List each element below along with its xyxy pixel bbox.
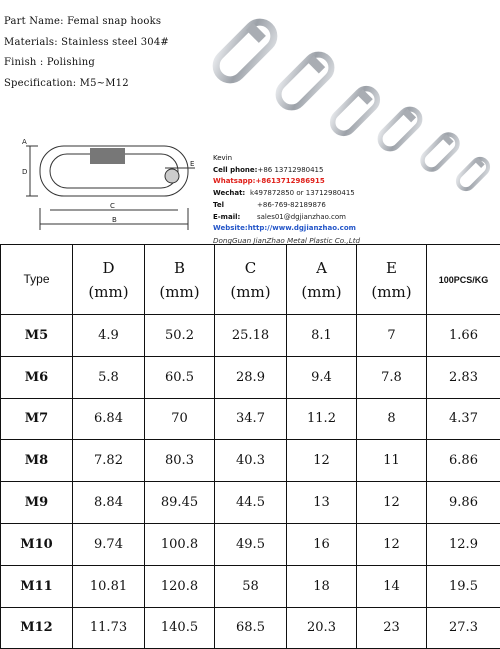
cell-a: 11.2 — [287, 398, 357, 440]
cell-type: M8 — [1, 440, 73, 482]
whatsapp: Whatsapp:+8613712986915 — [213, 176, 360, 188]
cell-a: 20.3 — [287, 607, 357, 649]
cell-b: 100.8 — [145, 523, 215, 565]
cell-b: 89.45 — [145, 482, 215, 524]
finish: Finish : Polishing — [4, 53, 169, 74]
header-kg: 100PCS/KG — [427, 245, 500, 315]
table-row — [1, 482, 500, 524]
cell-type: M11 — [1, 565, 73, 607]
table-row — [1, 523, 500, 565]
cell-d: 7.82 — [73, 440, 145, 482]
cell-phone: Cell phone:+86 13712980415 — [213, 165, 360, 177]
table-row — [1, 356, 500, 398]
product-specs — [4, 12, 169, 94]
header-d: D (mm) — [73, 245, 145, 315]
cell-c: 34.7 — [215, 398, 287, 440]
cell-kg: 6.86 — [427, 440, 500, 482]
hook-m9 — [376, 105, 424, 153]
table-row — [1, 440, 500, 482]
cell-type: M5 — [1, 315, 73, 357]
diagram-label-d: D — [22, 168, 27, 176]
cell-e: 11 — [357, 440, 427, 482]
cell-a: 9.4 — [287, 356, 357, 398]
materials: Materials: Stainless steel 304# — [4, 33, 169, 54]
diagram-label-b: B — [112, 216, 117, 224]
wechat: Wechat: k497872850 or 13712980415 — [213, 188, 360, 200]
diagram-label-a: A — [22, 138, 27, 146]
diagram-label-e: E — [190, 160, 194, 168]
cell-type: M10 — [1, 523, 73, 565]
cell-d: 4.9 — [73, 315, 145, 357]
specification: Specification: M5~M12 — [4, 74, 169, 95]
diagram-label-c: C — [110, 202, 115, 210]
cell-c: 58 — [215, 565, 287, 607]
cell-type: M9 — [1, 482, 73, 524]
cell-kg: 27.3 — [427, 607, 500, 649]
cell-d: 8.84 — [73, 482, 145, 524]
hook-m12 — [210, 16, 279, 85]
cell-type: M6 — [1, 356, 73, 398]
hook-m7 — [455, 156, 492, 193]
cell-kg: 2.83 — [427, 356, 500, 398]
tel: Tel +86-769-82189876 — [213, 200, 360, 212]
cell-e: 7 — [357, 315, 427, 357]
table-row — [1, 565, 500, 607]
cell-a: 13 — [287, 482, 357, 524]
contact-info — [213, 153, 360, 247]
cell-c: 40.3 — [215, 440, 287, 482]
cell-type: M12 — [1, 607, 73, 649]
company-name: DongGuan JianZhao Metal Plastic Co.,Ltd — [213, 235, 360, 247]
cell-d: 9.74 — [73, 523, 145, 565]
cell-b: 120.8 — [145, 565, 215, 607]
cell-kg: 4.37 — [427, 398, 500, 440]
cell-b: 50.2 — [145, 315, 215, 357]
hook-m10 — [328, 84, 382, 138]
cell-kg: 1.66 — [427, 315, 500, 357]
cell-e: 14 — [357, 565, 427, 607]
cell-d: 11.73 — [73, 607, 145, 649]
cell-b: 60.5 — [145, 356, 215, 398]
cell-e: 12 — [357, 523, 427, 565]
cell-e: 12 — [357, 482, 427, 524]
cell-b: 140.5 — [145, 607, 215, 649]
table-header-row — [1, 245, 500, 315]
table-row — [1, 398, 500, 440]
cell-kg: 9.86 — [427, 482, 500, 524]
cell-b: 70 — [145, 398, 215, 440]
cell-c: 68.5 — [215, 607, 287, 649]
hook-m8 — [419, 131, 461, 173]
cell-kg: 19.5 — [427, 565, 500, 607]
cell-a: 12 — [287, 440, 357, 482]
cell-d: 6.84 — [73, 398, 145, 440]
cell-e: 23 — [357, 607, 427, 649]
cell-type: M7 — [1, 398, 73, 440]
header-c: C (mm) — [215, 245, 287, 315]
email: E-mail: sales01@dgjianzhao.com — [213, 212, 360, 224]
cell-c: 25.18 — [215, 315, 287, 357]
cell-c: 28.9 — [215, 356, 287, 398]
spec-table — [0, 244, 500, 649]
website-link[interactable]: Website:http://www.dgjianzhao.com — [213, 223, 360, 235]
part-name: Part Name: Femal snap hooks — [4, 12, 169, 33]
cell-a: 16 — [287, 523, 357, 565]
cell-e: 8 — [357, 398, 427, 440]
cell-a: 8.1 — [287, 315, 357, 357]
contact-name: Kevin — [213, 153, 360, 165]
cell-d: 5.8 — [73, 356, 145, 398]
table-row — [1, 315, 500, 357]
table-row — [1, 607, 500, 649]
cell-c: 49.5 — [215, 523, 287, 565]
hook-m11 — [273, 49, 337, 113]
header-a: A (mm) — [287, 245, 357, 315]
cell-d: 10.81 — [73, 565, 145, 607]
cell-kg: 12.9 — [427, 523, 500, 565]
cell-e: 7.8 — [357, 356, 427, 398]
cell-b: 80.3 — [145, 440, 215, 482]
cell-c: 44.5 — [215, 482, 287, 524]
header-e: E (mm) — [357, 245, 427, 315]
technical-drawing — [20, 138, 200, 238]
header-b: B (mm) — [145, 245, 215, 315]
cell-a: 18 — [287, 565, 357, 607]
header-type: Type — [1, 245, 73, 315]
